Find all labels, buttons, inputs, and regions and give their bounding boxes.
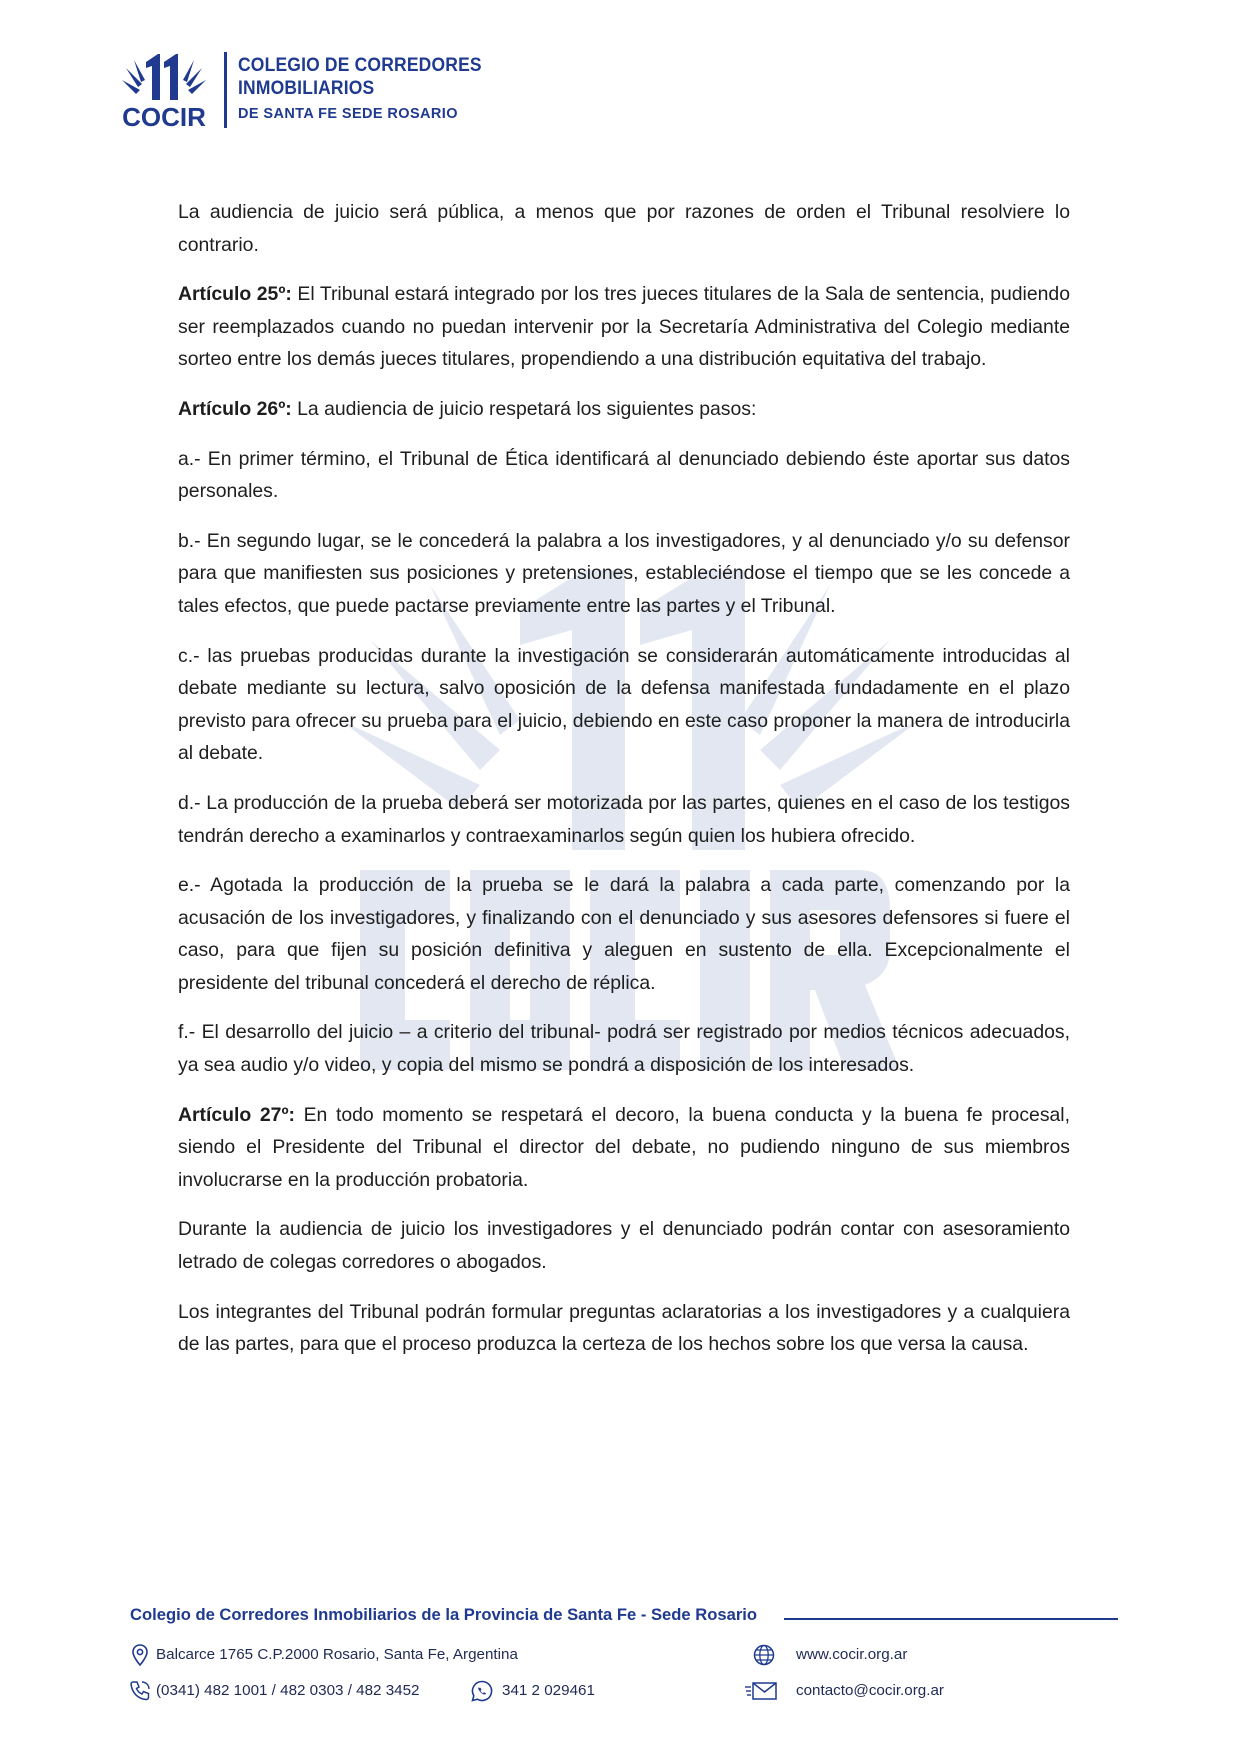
paragraph-text: d.- La producción de la prueba deberá ser motorizada por las partes, quienes en el caso de los testigos tendrán derecho a examinarlos y contraexaminarlos según quien los hubiera ofrecido. <box>178 791 1070 847</box>
paragraph-text: En todo momento se respetará el decoro, la buena conducta y la buena fe procesal, siendo el Presidente del Tribunal el director del debate, no pudiendo ninguno de sus miembros involucrarse en la producción probatoria. <box>178 1103 1070 1191</box>
logo-abbrev: COCIR <box>122 102 206 130</box>
paragraph-label: Artículo 27º: <box>178 1103 295 1126</box>
paragraph-item-a <box>178 443 1070 508</box>
paragraph-item-b <box>178 525 1070 623</box>
paragraph-text: a.- En primer término, el Tribunal de Ética identificará al denunciado debiendo éste aportar sus datos personales. <box>178 447 1070 503</box>
logo-divider <box>224 52 227 128</box>
logo-line-2: INMOBILIARIOS <box>238 78 375 99</box>
paragraph-item-c <box>178 640 1070 770</box>
paragraph-item-f <box>178 1016 1070 1081</box>
footer-website: www.cocir.org.ar <box>796 1646 908 1663</box>
email-icon <box>744 1679 778 1703</box>
paragraph-text: La audiencia de juicio respetará los siguientes pasos: <box>291 397 757 420</box>
paragraph-label: Artículo 25º: <box>178 283 292 306</box>
logo-text <box>238 54 503 126</box>
paragraph-text: El Tribunal estará integrado por los tres jueces titulares de la Sala de sentencia, pudiendo ser reemplazados cuando no puedan intervenir por la Secretaría Administrativa del Colegio mediante sorteo entre los demás jueces titulares, propendiendo a una distribución equitativa del trabajo. <box>178 283 1070 371</box>
document-body <box>178 196 1070 1378</box>
paragraph-text: b.- En segundo lugar, se le concederá la palabra a los investigadores, y al denunciado y/o su defensor para que manifiesten sus posiciones y pretensiones, estableciéndose el tiempo que se les concede a tales efectos, que puede pactarse previamente entre las partes y el Tribunal. <box>178 529 1070 617</box>
paragraph-text: c.- las pruebas producidas durante la investigación se considerarán automáticamente introducidas al debate mediante su lectura, salvo oposición de la defensa manifestada fundadamente en el plazo previsto para ofrecer su prueba para el juicio, debiendo en este caso proponer la manera de introducirla al debate. <box>178 644 1070 765</box>
paragraph-text: Durante la audiencia de juicio los investigadores y el denunciado podrán contar con asesoramiento letrado de colegas corredores o abogados. <box>178 1218 1070 1274</box>
paragraph-text: e.- Agotada la producción de la prueba se le dará la palabra a cada parte, comenzando por la acusación de los investigadores, y finalizando con el denunciado y sus asesores defensores si fuere el caso, para que fijen su posición definitiva y aleguen en sustento de ella. Excepcionalmente el presidente del tribunal concederá el derecho de réplica. <box>178 874 1070 994</box>
paragraph-label: Artículo 26º: <box>178 397 292 420</box>
whatsapp-icon <box>470 1679 494 1703</box>
paragraph-item-e <box>178 869 1070 999</box>
paragraph-counsel <box>178 1213 1070 1278</box>
paragraph-text: Los integrantes del Tribunal podrán formular preguntas aclaratorias a los investigadores y a cualquiera de las partes, para que el proceso produzca la certeza de los hechos sobre los que versa la causa. <box>178 1300 1070 1356</box>
paragraph-text: f.- El desarrollo del juicio – a criterio del tribunal- podrá ser registrado por medios técnicos adecuados, ya sea audio y/o video, y copia del mismo se pondrá a disposición de los interesados. <box>178 1021 1070 1077</box>
footer-whatsapp: 341 2 029461 <box>502 1682 595 1699</box>
logo-line-1: COLEGIO DE CORREDORES <box>238 55 482 76</box>
paragraph-item-d <box>178 787 1070 852</box>
page-footer <box>128 1605 1118 1715</box>
footer-divider <box>784 1618 1118 1620</box>
footer-address: Balcarce 1765 C.P.2000 Rosario, Santa Fe, Argentina <box>156 1646 518 1663</box>
paragraph-article-25 <box>178 278 1070 376</box>
paragraph-article-26 <box>178 393 1070 426</box>
paragraph-text: La audiencia de juicio será pública, a menos que por razones de orden el Tribunal resolviere lo contrario. <box>178 201 1070 256</box>
footer-title: Colegio de Corredores Inmobiliarios de la Provincia de Santa Fe - Sede Rosario <box>130 1605 758 1624</box>
location-pin-icon <box>128 1643 152 1667</box>
cocir-emblem-icon <box>118 50 210 130</box>
cocir-logo <box>118 44 498 134</box>
footer-email: contacto@cocir.org.ar <box>796 1682 944 1699</box>
globe-icon <box>752 1643 776 1667</box>
paragraph-article-27 <box>178 1099 1070 1197</box>
paragraph-intro <box>178 196 1070 261</box>
logo-line-3: DE SANTA FE SEDE ROSARIO <box>238 106 458 122</box>
paragraph-questions <box>178 1296 1070 1361</box>
phone-icon <box>128 1679 152 1703</box>
footer-phones: (0341) 482 1001 / 482 0303 / 482 3452 <box>156 1682 420 1699</box>
